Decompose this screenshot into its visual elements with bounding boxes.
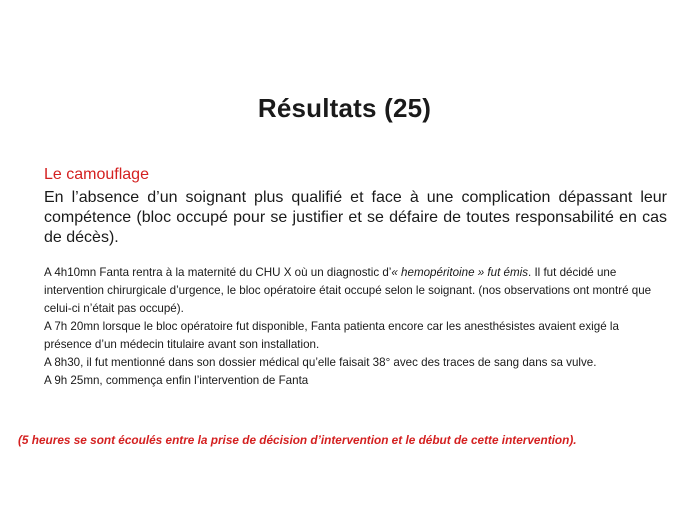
details-block xyxy=(44,264,664,390)
detail-paragraph-1 xyxy=(44,264,664,318)
detail-paragraph-4: A 9h 25mn, commença enfin l’intervention de Fanta xyxy=(44,374,309,387)
slide-title: Résultats (25) xyxy=(257,93,432,123)
section-subtitle: Le camouflage xyxy=(44,166,149,183)
intro-paragraph: En l’absence d’un soignant plus qualifié et face à une complication dépassant leur compétence (bloc occupé pour se justifier et se défaire de toutes responsabilité en cas de décès). xyxy=(44,189,667,246)
detail-paragraph-3: A 8h30, il fut mentionné dans son dossier médical qu’elle faisait 38° avec des traces de sang dans sa vulve. xyxy=(44,356,597,369)
detail-paragraph-2: A 7h 20mn lorsque le bloc opératoire fut disponible, Fanta patienta encore car les anesthésistes avaient exigé la présence d’un médecin titulaire avant son installation. xyxy=(44,320,619,351)
conclusion-note: (5 heures se sont écoulés entre la prise de décision d’intervention et le début de cette intervention). xyxy=(18,433,577,447)
detail-1-text-a: A 4h10mn Fanta rentra à la maternité du CHU X où un diagnostic d’ xyxy=(44,266,392,279)
detail-1-emphasis: « hemopéritoine » fut émis xyxy=(391,266,528,279)
detail-1-text-b: . Il fut décidé une intervention chirurgicale d’urgence, le bloc opératoire était occupé selon le soignant. (nos observations ont montré que celui-ci n’était pas occupé). xyxy=(44,266,652,315)
